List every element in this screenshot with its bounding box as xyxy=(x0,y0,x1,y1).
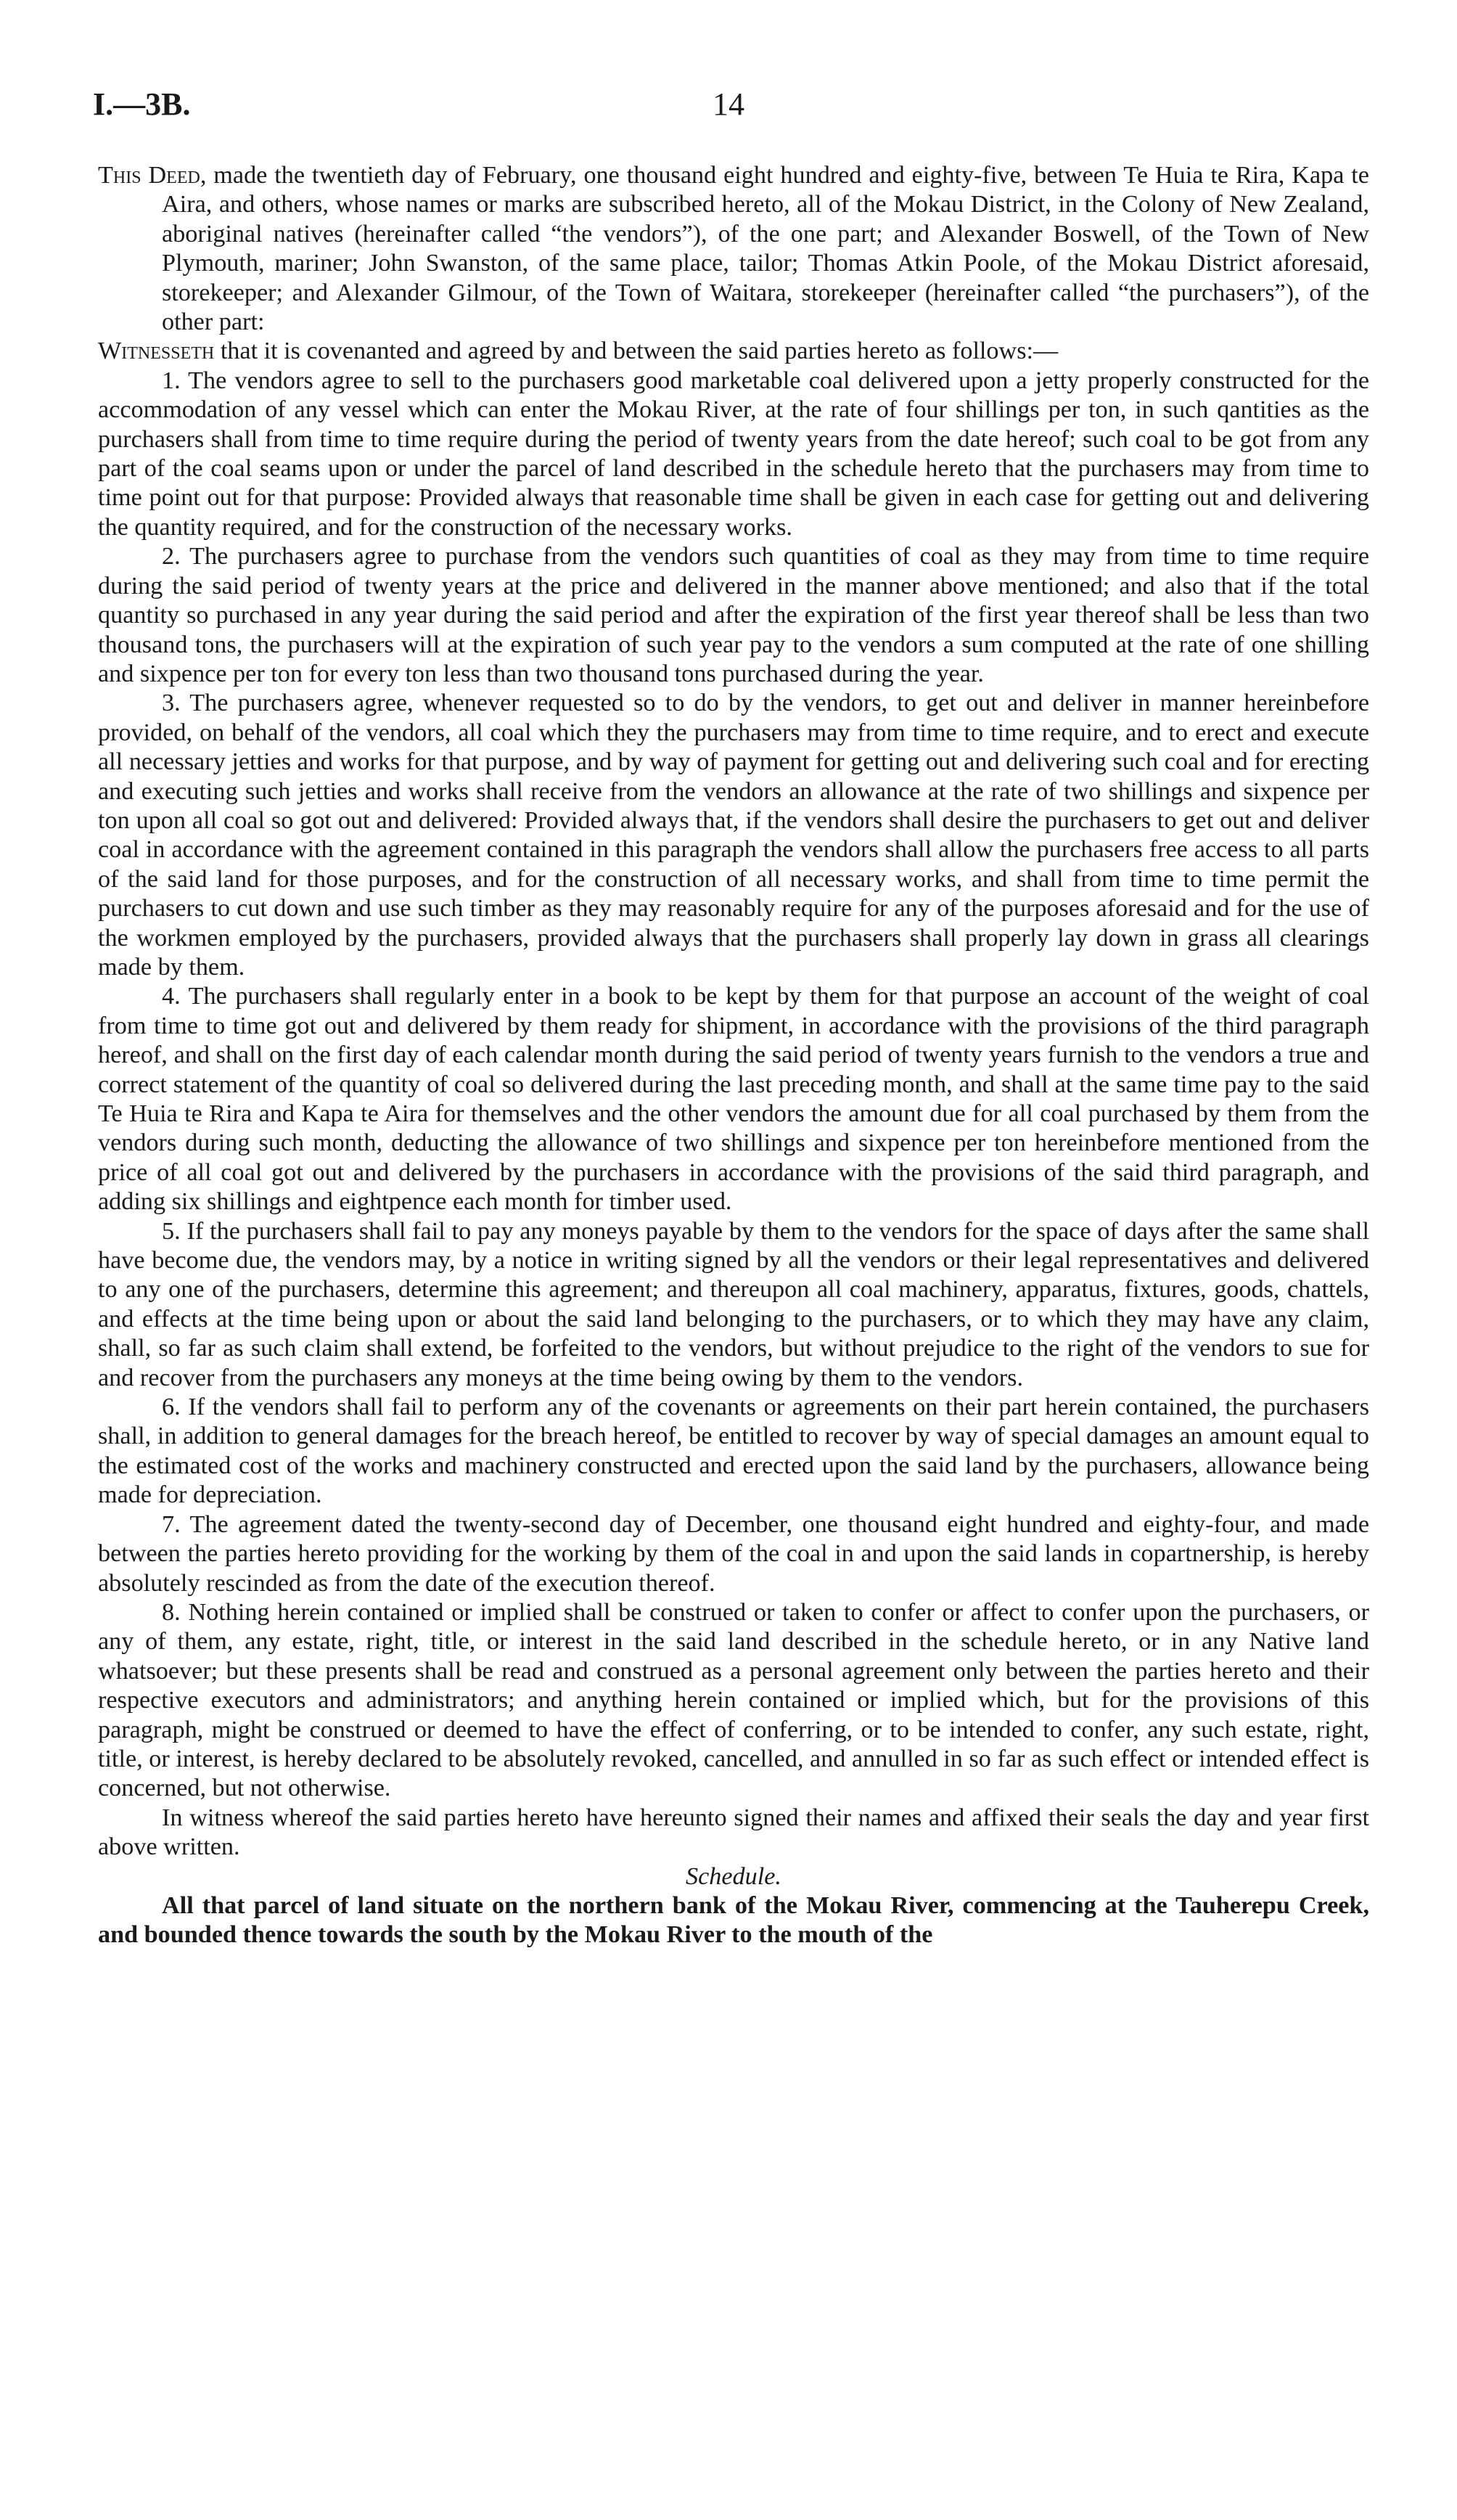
clause-5: 5. If the purchasers shall fail to pay any moneys payable by them to the vendors for the space of days after the same shall have become due, the vendors may, by a notice in writing signed by all the vendors or their legal representatives and delivered to any one of the purchasers, determine this agreement; and thereupon all coal machinery, apparatus, fixtures, goods, chattels, and effects at the time being upon or about the said land belonging to the purchasers, or to which they may have any claim, shall, so far as such claim shall extend, be forfeited to the vendors, but without prejudice to the right of the vendors to sue for and recover from the purchasers any moneys at the time being owing by them to the vendors. xyxy=(98,1217,1369,1391)
clause-2: 2. The purchasers agree to purchase from the vendors such quantities of coal as they may from time to time require during the said period of twenty years at the price and delivered in the manner above mentioned; and also that if the total quantity so purchased in any year during the said period and after the expiration of the first year thereof shall be less than two thousand tons, the purchasers will at the expiration of such year pay to the vendors a sum computed at the rate of one shilling and sixpence per ton for every ton less than two thousand tons purchased during the year. xyxy=(98,543,1369,687)
witnesseth-text: that it is covenanted and agreed by and between the said parties hereto as follows:— xyxy=(214,338,1059,365)
deed-opening-paragraph xyxy=(98,161,1369,337)
clause-7: 7. The agreement dated the twenty-second day of December, one thousand eight hundred and eighty-four, and made between the parties hereto providing for the working by them of the coal in and upon the said lands in copartnership, is hereby absolutely rescinded as from the date of the execution thereof. xyxy=(98,1510,1369,1597)
clause-8: 8. Nothing herein contained or implied shall be construed or taken to confer or affect to confer upon the purchasers, or any of them, any estate, right, title, or interest in the said land described in the schedule hereto, or in any Native land whatsoever; but these presents shall be read and construed as a personal agreement only between the parties hereto and their respective executors and administrators; and anything herein contained or implied which, but for the provisions of this paragraph, might be construed or deemed to have the effect of conferring, or to be intended to confer, any such estate, right, title, or interest, is hereby declared to be absolutely revoked, cancelled, and annulled in so far as such effect or intended effect is concerned, but not otherwise. xyxy=(98,1598,1369,1802)
clause-4: 4. The purchasers shall regularly enter in a book to be kept by them for that purpose an account of the weight of coal from time to time got out and delivered by them ready for shipment, in accordance with the provisions of the third paragraph hereof, and shall on the first day of each calendar month during the said period of twenty years furnish to the vendors a true and correct statement of the quantity of coal so delivered during the last preceding month, and shall at the same time pay to the said Te Huia te Rira and Kapa te Aira for themselves and the other vendors the amount due for all coal purchased by them from the vendors during such month, deducting the allowance of two shillings and sixpence per ton hereinbefore mentioned from the price of all coal got out and delivered by the purchasers in accordance with the provisions of the said third paragraph, and adding six shillings and eightpence each month for timber used. xyxy=(98,983,1369,1216)
document-reference: I.—3B. xyxy=(93,86,191,122)
page-number: 14 xyxy=(713,86,744,122)
schedule-title: Schedule. xyxy=(686,1862,781,1890)
schedule-text: All that parcel of land situate on the northern bank of the Mokau River, commencing at the Tauherepu Creek, and bounded thence towards the south by the Mokau River to the mouth of the xyxy=(98,1891,1369,1949)
page-header xyxy=(93,86,1364,129)
witnesseth-paragraph xyxy=(98,337,1369,366)
clause-3: 3. The purchasers agree, whenever requested so to do by the vendors, to get out and deliver in manner hereinbefore provided, on behalf of the vendors, all coal which they the purchasers may from time to time require, and to erect and execute all necessary jetties and works for that purpose, and by way of payment for getting out and delivering such coal and for erecting and executing such jetties and works shall receive from the vendors an allowance at the rate of two shillings and sixpence per ton upon all coal so got out and delivered: Provided always that, if the vendors shall desire the purchasers to get out and deliver coal in accordance with the agreement contained in this paragraph the vendors shall allow the purchasers free access to all parts of the said land for those purposes, and for the construction of all necessary works, and shall from time to time permit the purchasers to cut down and use such timber as they may reasonably require for any of the purposes aforesaid and for the use of the workmen employed by the purchasers, provided always that the purchasers shall properly lay down in grass all clearings made by them. xyxy=(98,690,1369,981)
deed-opening-text: , made the twentieth day of February, one thousand eight hundred and eighty-five, between Te Huia te Rira, Kapa te Aira, and others, whose names or marks are subscribed hereto, all of the Mokau District, in the Colony of New Zealand, aboriginal natives (hereinafter called “the vendors”), of the one part; and Alexander Boswell, of the Town of New Plymouth, mariner; John Swanston, of the same place, tailor; Thomas Atkin Poole, of the Mokau District aforesaid, storekeeper; and Alexander Gilmour, of the Town of Waitara, storekeeper (hereinafter called “the purchasers”), of the other part: xyxy=(162,162,1369,336)
witness-clause: In witness whereof the said parties hereto have hereunto signed their names and affixed their seals the day and year first above written. xyxy=(98,1804,1369,1861)
deed-body xyxy=(98,161,1369,1950)
clause-1: 1. The vendors agree to sell to the purchasers good marketable coal delivered upon a jetty properly constructed for the accommodation of any vessel which can enter the Mokau River, at the rate of four shillings per ton, in such qantities as the purchasers shall from time to time require during the period of twenty years from the date hereof; such coal to be got from any part of the coal seams upon or under the parcel of land described in the schedule hereto that the purchasers may from time to time point out for that purpose: Provided always that reasonable time shall be given in each case for getting out and delivering the quantity required, and for the construction of the necessary works. xyxy=(98,367,1369,541)
clause-6: 6. If the vendors shall fail to perform any of the covenants or agreements on their part herein contained, the purchasers shall, in addition to general damages for the breach hereof, be entitled to recover by way of special damages an amount equal to the estimated cost of the works and machinery constructed and erected upon the said land by the purchasers, allowance being made for depreciation. xyxy=(98,1394,1369,1509)
deed-opening-label: This Deed xyxy=(98,162,200,189)
witnesseth-label: Witnesseth xyxy=(98,338,215,365)
